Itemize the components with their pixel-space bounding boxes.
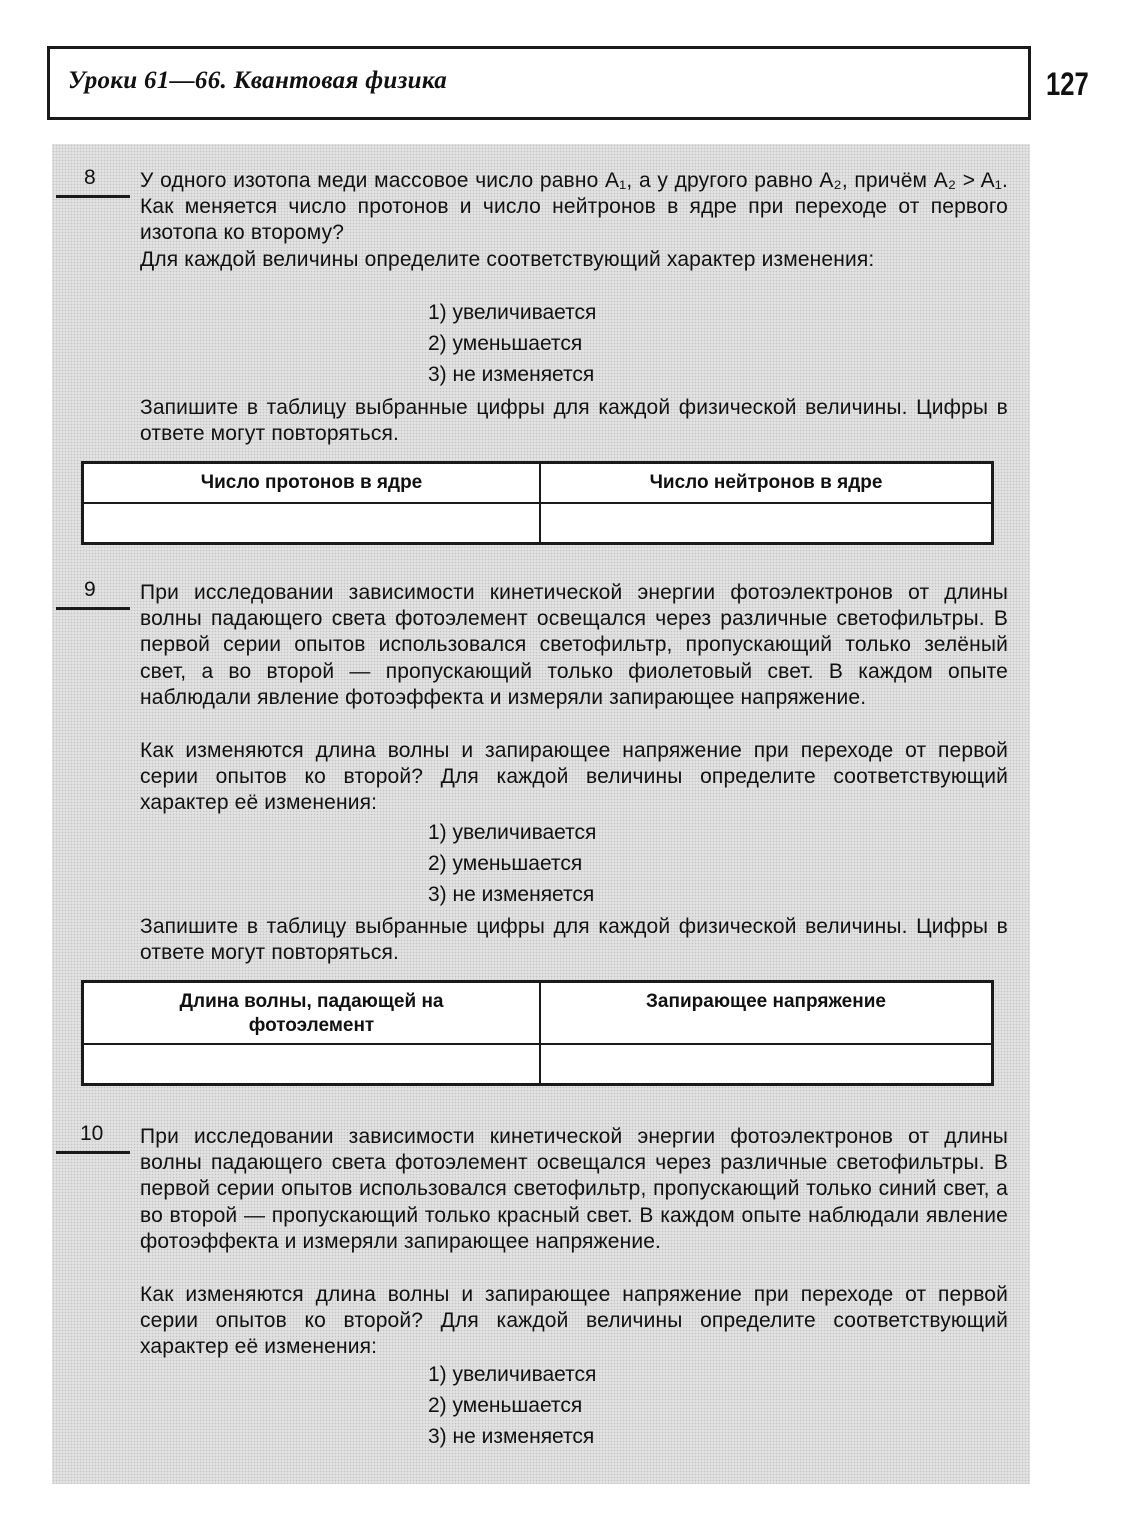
task-instruction: Для каждой величины определите соответствующий характер изменения: [140,248,875,271]
task-number: 9 [56,578,130,610]
option-3: 3) не изменяется [428,883,595,906]
table-header-cell: Число протонов в ядре [200,472,423,493]
task-question: При исследовании зависимости кинетической энергии фотоэлектронов от длины волны падающего света фотоэлемент освещался через различные светофильтры. В первой серии опытов использовался светофильтр, пропускающий только синий свет, а во второй — пропускающий только красный свет. В каждом опыте наблюдали явление фотоэффекта и измеряли запирающее напряжение. [140,1125,1008,1253]
answer-cell[interactable] [84,1045,539,1083]
table-header-cell: Число нейтронов в ядре [649,472,883,493]
write-prompt: Запишите в таблицу выбранные цифры для каждой физической величины. Цифры в ответе могут повторяться. [140,915,1008,965]
option-1: 1) увеличивается [428,301,597,324]
option-3: 3) не изменяется [428,1425,595,1448]
task-instruction: Как изменяются длина волны и запирающее напряжение при переходе от первой серии опытов ко второй? Для каждой величины определите соответствующий характер её изменения: [140,1283,1008,1359]
task-number: 8 [56,166,130,198]
option-3: 3) не изменяется [428,363,595,386]
answer-cell[interactable] [84,504,539,542]
task-number: 10 [56,1122,130,1154]
option-2: 2) уменьшается [428,1394,583,1417]
option-1: 1) увеличивается [428,1363,597,1386]
table-header-cell: Запирающее напряжение [646,991,886,1012]
answer-cell[interactable] [541,504,991,542]
option-1: 1) увеличивается [428,821,597,844]
page-number: 127 [1046,66,1089,102]
task-question: У одного изотопа меди массовое число равно A₁, а у другого равно A₂, причём A₂ > A₁. Как меняется число протонов и число нейтронов в ядре при переходе от первого изотопа ко второму? [140,169,1008,245]
option-2: 2) уменьшается [428,332,583,355]
content-panel [52,144,1030,1484]
task-instruction: Как изменяются длина волны и запирающее напряжение при переходе от первой серии опытов ко второй? Для каждой величины определите соответствующий характер её изменения: [140,739,1008,815]
task-question: При исследовании зависимости кинетической энергии фотоэлектронов от длины волны падающего света фотоэлемент освещался через различные светофильтры. В первой серии опытов использовался светофильтр, пропускающий только зелёный свет, а во второй — пропускающий только фиолетовый свет. В каждом опыте наблюдали явление фотоэффекта и измеряли запирающее напряжение. [140,581,1008,709]
answer-table [81,980,994,1086]
answer-table [81,461,994,545]
write-prompt: Запишите в таблицу выбранные цифры для каждой физической величины. Цифры в ответе могут повторяться. [140,396,1008,446]
answer-cell[interactable] [541,1045,991,1083]
option-2: 2) уменьшается [428,852,583,875]
table-header-cell: Длина волны, падающей на фотоэлемент [179,991,444,1036]
chapter-title: Уроки 61—66. Квантовая физика [68,67,447,94]
chapter-header [47,46,1031,120]
